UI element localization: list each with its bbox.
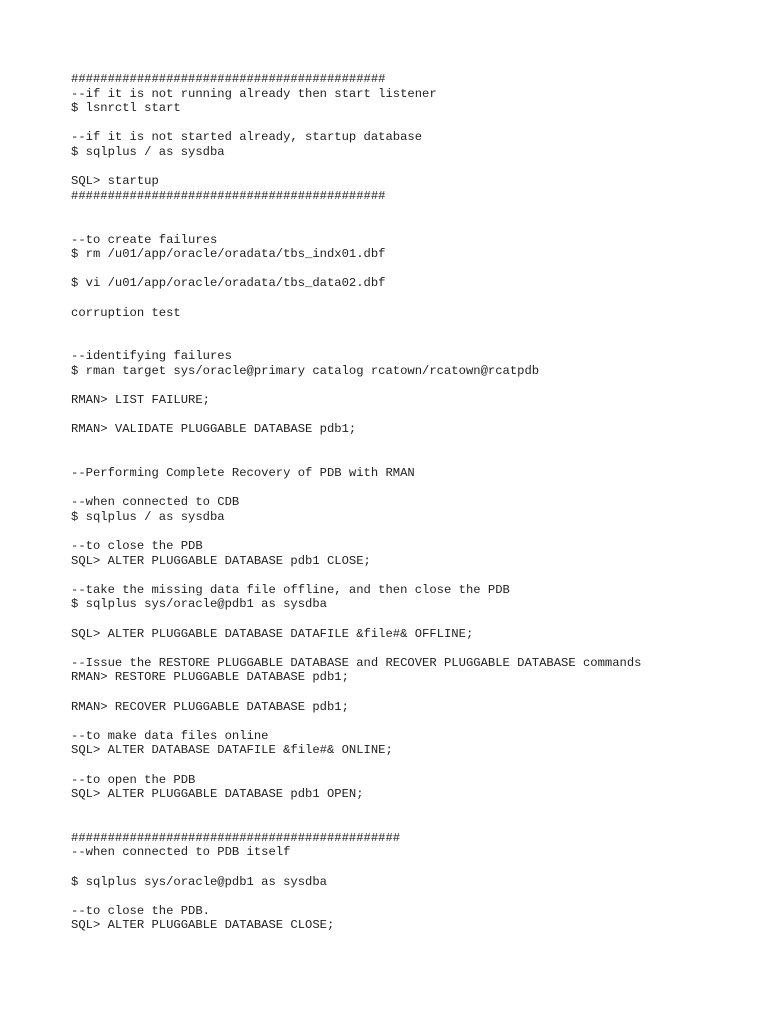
text-line: ########################################### [71,72,386,86]
blank-line [71,335,751,350]
text-line: RMAN> VALIDATE PLUGGABLE DATABASE pdb1; [71,422,357,437]
blank-line [71,451,751,466]
blank-line [71,437,751,452]
text-line: SQL> ALTER PLUGGABLE DATABASE pdb1 CLOSE; [71,553,371,568]
text-line: --to close the PDB. [71,903,210,918]
text-line: --if it is not running already then start listener [71,86,437,101]
text-line: --Issue the RESTORE PLUGGABLE DATABASE and RECOVER PLUGGABLE DATABASE commands [71,655,642,670]
text-line: $ rman target sys/oracle@primary catalog rcatown/rcatown@rcatpdb [71,363,540,378]
text-line: --to create failures [71,232,218,247]
text-line: --to make data files online [71,728,269,743]
text-line: corruption test [71,305,181,320]
text-line: RMAN> RECOVER PLUGGABLE DATABASE pdb1; [71,699,349,714]
blank-line [71,203,751,218]
blank-line [71,378,751,393]
text-line: SQL> ALTER PLUGGABLE DATABASE DATAFILE &file#& OFFLINE; [71,626,474,641]
text-line: SQL> startup [71,174,159,189]
text-line: --when connected to PDB itself [71,845,291,860]
text-line: $ rm /u01/app/oracle/oradata/tbs_indx01.dbf [71,247,386,262]
blank-line [71,816,751,831]
text-line: ############################################# [71,830,401,845]
blank-line [71,160,751,175]
blank-line [71,116,751,131]
blank-line [71,889,751,904]
blank-line [71,262,751,277]
text-line: $ sqlplus sys/oracle@pdb1 as sysdba [71,597,327,612]
text-line: SQL> ALTER PLUGGABLE DATABASE CLOSE; [71,918,335,933]
blank-line [71,685,751,700]
text-line: ########################################### [71,188,386,203]
blank-line [71,320,751,335]
text-line: --take the missing data file offline, and then close the PDB [71,582,510,597]
blank-line [71,291,751,306]
blank-line [71,408,751,423]
blank-line [71,802,751,817]
blank-line [71,860,751,875]
text-line: RMAN> RESTORE PLUGGABLE DATABASE pdb1; [71,670,349,685]
blank-line [71,218,751,233]
text-line: $ sqlplus / as sysdba [71,144,225,159]
text-line: --identifying failures [71,349,232,364]
text-line: $ lsnrctl start [71,101,181,116]
blank-line [71,481,751,496]
text-line: --to open the PDB [71,772,196,787]
blank-line [71,758,751,773]
text-line: --when connected to CDB [71,495,240,510]
text-line: $ sqlplus / as sysdba [71,509,225,524]
script-text-block [71,72,751,933]
text-line: --if it is not started already, startup database [71,130,423,145]
text-line: $ sqlplus sys/oracle@pdb1 as sysdba [71,874,327,889]
text-line: RMAN> LIST FAILURE; [71,393,210,408]
blank-line [71,612,751,627]
text-line: SQL> ALTER DATABASE DATAFILE &file#& ONLINE; [71,743,393,758]
text-line: --Performing Complete Recovery of PDB with RMAN [71,466,415,481]
text-line: $ vi /u01/app/oracle/oradata/tbs_data02.dbf [71,276,386,291]
text-line: --to close the PDB [71,539,203,553]
blank-line [71,568,751,583]
blank-line [71,641,751,656]
blank-line [71,524,751,539]
blank-line [71,714,751,729]
text-line: SQL> ALTER PLUGGABLE DATABASE pdb1 OPEN; [71,787,364,802]
